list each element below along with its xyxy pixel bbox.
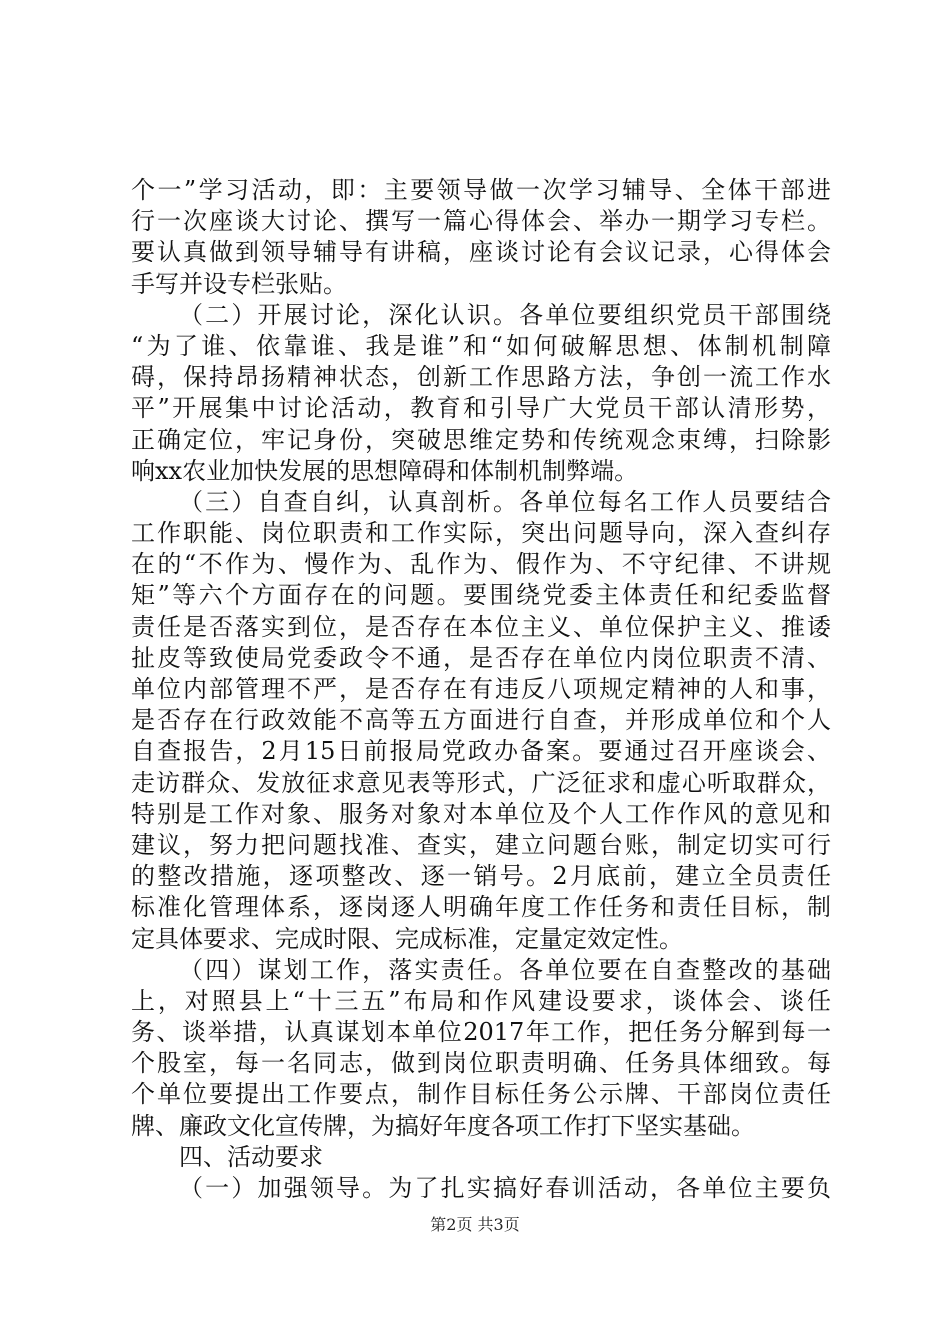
text-line: 行一次座谈大讨论、撰写一篇心得体会、举办一期学习专栏。 bbox=[131, 207, 831, 236]
text-line: 责任是否落实到位，是否存在本位主义、单位保护主义、推诿 bbox=[131, 612, 831, 641]
text-line: 务、谈举措，认真谋划本单位2017年工作，把任务分解到每一 bbox=[131, 1018, 831, 1047]
text-line: 个一”学习活动，即：主要领导做一次学习辅导、全体干部进 bbox=[131, 176, 831, 204]
text-line: 定具体要求、完成时限、完成标准，定量定效定性。 bbox=[131, 924, 683, 953]
text-line: 特别是工作对象、服务对象对本单位及个人工作作风的意见和 bbox=[131, 799, 831, 828]
text-line: 单位内部管理不严，是否存在有违反八项规定精神的人和事， bbox=[131, 675, 831, 703]
text-line: 正确定位，牢记身份，突破思维定势和传统观念束缚，扫除影 bbox=[131, 425, 831, 454]
text-line: （四）谋划工作，落实责任。各单位要在自查整改的基础 bbox=[179, 955, 831, 984]
text-line: 响xx农业加快发展的思想障碍和体制机制弊端。 bbox=[131, 456, 639, 485]
text-line: 上，对照县上“十三五”布局和作风建设要求，谈体会、谈任 bbox=[131, 986, 831, 1015]
text-line: 自查报告，2月15日前报局党政办备案。要通过召开座谈会、 bbox=[131, 737, 831, 766]
text-line: 手写并设专栏张贴。 bbox=[131, 269, 347, 298]
text-line: 标准化管理体系，逐岗逐人明确年度工作任务和责任目标，制 bbox=[131, 893, 831, 922]
document-body bbox=[131, 175, 831, 1204]
text-line: 扯皮等致使局党委政令不通，是否存在单位内岗位职责不清、 bbox=[131, 643, 831, 672]
text-line: 的整改措施，逐项整改、逐一销号。2月底前，建立全员责任 bbox=[131, 862, 831, 891]
text-line: 走访群众、发放征求意见表等形式，广泛征求和虚心听取群众， bbox=[131, 768, 831, 797]
text-line: 是否存在行政效能不高等五方面进行自查，并形成单位和个人 bbox=[131, 706, 831, 735]
text-line: 碍，保持昂扬精神状态，创新工作思路方法，争创一流工作水 bbox=[131, 363, 831, 392]
text-line: 四、活动要求 bbox=[179, 1142, 323, 1171]
text-line: 个单位要提出工作要点，制作目标任务公示牌、干部岗位责任 bbox=[131, 1080, 831, 1109]
text-line: （三）自查自纠，认真剖析。各单位每名工作人员要结合 bbox=[179, 487, 831, 516]
text-line: 建议，努力把问题找准、查实，建立问题台账，制定切实可行 bbox=[131, 830, 831, 859]
text-line: 工作职能、岗位职责和工作实际，突出问题导向，深入查纠存 bbox=[131, 519, 831, 548]
text-line: “为了谁、依靠谁、我是谁”和“如何破解思想、体制机制障 bbox=[131, 331, 831, 360]
page-footer: 第2页 共3页 bbox=[430, 1215, 520, 1234]
text-line: 平”开展集中讨论活动，教育和引导广大党员干部认清形势， bbox=[131, 394, 831, 423]
text-line: 矩”等六个方面存在的问题。要围绕党委主体责任和纪委监督 bbox=[131, 581, 831, 610]
text-line: 牌、廉政文化宣传牌，为搞好年度各项工作打下坚实基础。 bbox=[131, 1111, 755, 1140]
text-line: 在的“不作为、慢作为、乱作为、假作为、不守纪律、不讲规 bbox=[131, 550, 831, 579]
text-line: （一）加强领导。为了扎实搞好春训活动，各单位主要负 bbox=[179, 1174, 831, 1202]
text-line: 个股室，每一名同志，做到岗位职责明确、任务具体细致。每 bbox=[131, 1049, 831, 1078]
text-line: （二）开展讨论，深化认识。各单位要组织党员干部围绕 bbox=[179, 300, 831, 329]
text-line: 要认真做到领导辅导有讲稿，座谈讨论有会议记录，心得体会 bbox=[131, 238, 831, 267]
